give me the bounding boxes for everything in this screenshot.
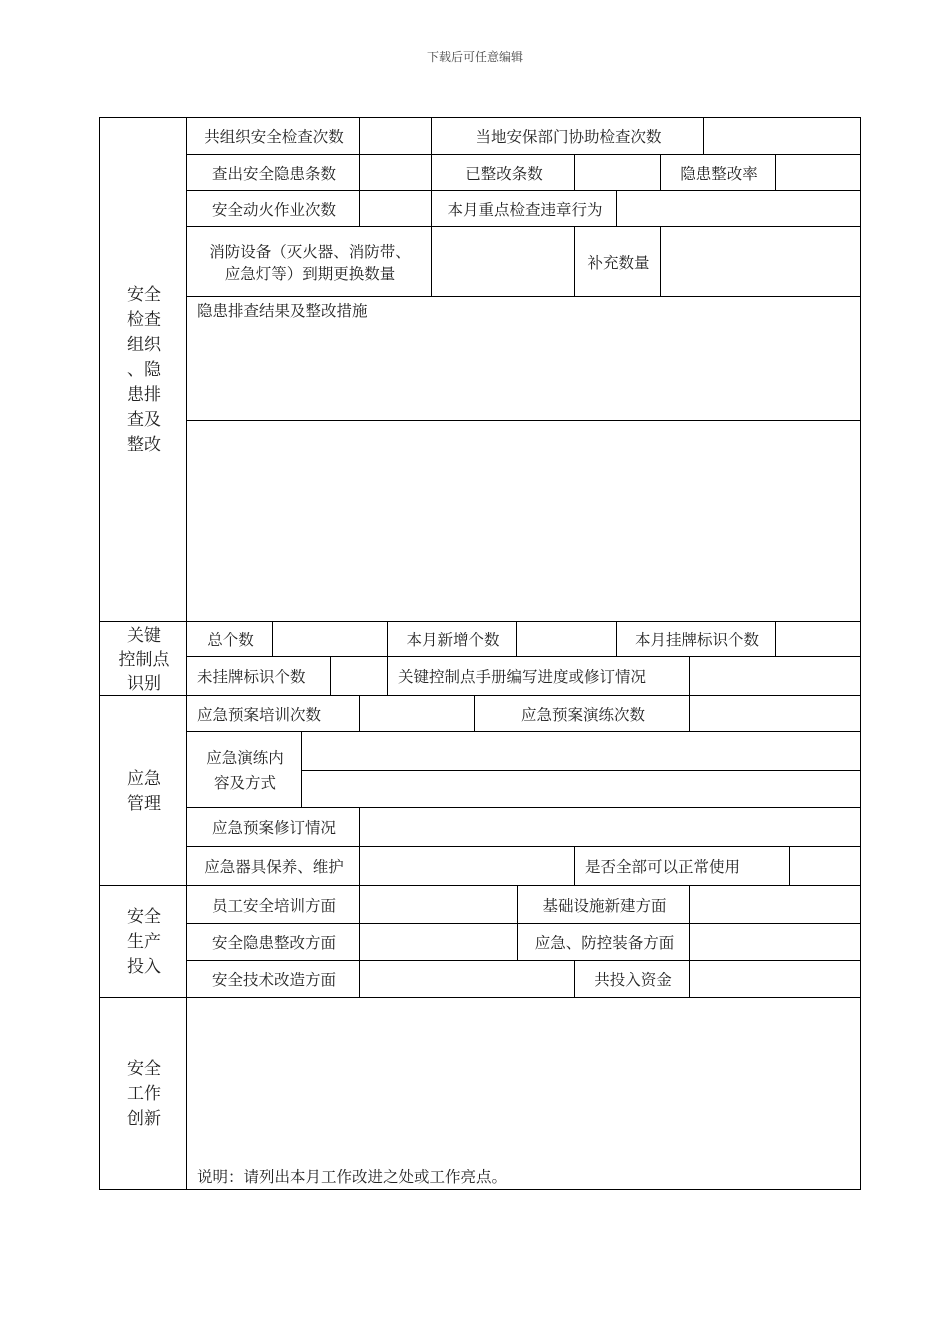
em-maintenance-value[interactable] bbox=[359, 846, 575, 886]
organized-checks-label: 共组织安全检查次数 bbox=[204, 128, 344, 146]
hot-work-value[interactable] bbox=[359, 190, 432, 227]
hazards-found-value[interactable] bbox=[359, 154, 432, 191]
download-watermark: 下载后可任意编辑 bbox=[426, 50, 523, 64]
inv-emergency-equipment-value[interactable] bbox=[689, 923, 861, 961]
kp-tagged-label: 本月挂牌标识个数 bbox=[634, 631, 759, 649]
em-revision-label: 应急预案修订情况 bbox=[211, 819, 336, 837]
inv-total-label: 共投入资金 bbox=[594, 971, 672, 989]
em-drill-content-label: 应急演练内 容及方式 bbox=[206, 748, 284, 792]
inv-hazard-value[interactable] bbox=[359, 923, 518, 961]
rectify-rate-value[interactable] bbox=[775, 154, 861, 191]
innovation-note: 说明：请列出本月工作改进之处或工作亮点。 bbox=[197, 1168, 508, 1186]
results-measures-label: 隐患排查结果及整改措施 bbox=[197, 302, 368, 320]
kp-total-label: 总个数 bbox=[207, 631, 254, 649]
inv-hazard-label: 安全隐患整改方面 bbox=[211, 934, 336, 952]
rectify-rate-label: 隐患整改率 bbox=[680, 164, 758, 183]
inv-infrastructure-value[interactable] bbox=[689, 885, 861, 924]
inv-total-value[interactable] bbox=[689, 960, 861, 998]
kp-total-value[interactable] bbox=[272, 621, 388, 657]
em-revision-value[interactable] bbox=[359, 807, 861, 847]
inv-infrastructure-label: 基础设施新建方面 bbox=[542, 896, 667, 915]
inv-staff-training-value[interactable] bbox=[359, 885, 518, 924]
key-violations-label: 本月重点检查违章行为 bbox=[447, 200, 603, 219]
key-violations-value[interactable] bbox=[616, 190, 861, 227]
section-title-key-points: 关键 控制点 识别 bbox=[118, 625, 170, 694]
kp-new-value[interactable] bbox=[516, 621, 617, 657]
inv-tech-label: 安全技术改造方面 bbox=[211, 971, 336, 989]
kp-untagged-label: 未挂牌标识个数 bbox=[197, 668, 306, 686]
em-drill-value[interactable] bbox=[689, 695, 861, 732]
em-drill-content-value-1[interactable] bbox=[301, 731, 861, 771]
supplement-value[interactable] bbox=[660, 226, 861, 297]
inv-tech-value[interactable] bbox=[359, 960, 575, 998]
local-dept-checks-label: 当地安保部门协助检查次数 bbox=[475, 128, 662, 146]
section-title-emergency: 应急 管理 bbox=[127, 768, 161, 814]
fire-equipment-label: 消防设备（灭火器、消防带、 应急灯等）到期更换数量 bbox=[209, 242, 411, 283]
kp-untagged-value[interactable] bbox=[330, 656, 388, 696]
em-drill-content-value-2[interactable] bbox=[301, 770, 861, 808]
rectified-value[interactable] bbox=[574, 154, 661, 191]
section-title-innovation: 安全 工作 创新 bbox=[127, 1059, 161, 1129]
hot-work-label: 安全动火作业次数 bbox=[211, 200, 336, 219]
inv-staff-training-label: 员工安全培训方面 bbox=[211, 896, 336, 915]
local-dept-checks-value[interactable] bbox=[703, 117, 861, 155]
section-title-safety-check: 安全 检查 组织 、隐 患排 查及 整改 bbox=[127, 285, 161, 455]
em-training-value[interactable] bbox=[359, 695, 475, 732]
kp-manual-value[interactable] bbox=[689, 656, 861, 696]
section-title-investment: 安全 生产 投入 bbox=[127, 907, 161, 977]
em-maintenance-label: 应急器具保养、维护 bbox=[204, 858, 344, 876]
hazards-found-label: 查出安全隐患条数 bbox=[211, 164, 336, 183]
em-training-label: 应急预案培训次数 bbox=[197, 705, 322, 724]
em-usable-label: 是否全部可以正常使用 bbox=[585, 858, 741, 876]
kp-tagged-value[interactable] bbox=[775, 621, 861, 657]
results-measures-area[interactable] bbox=[186, 420, 861, 622]
supplement-label: 补充数量 bbox=[587, 253, 650, 272]
kp-new-label: 本月新增个数 bbox=[406, 631, 500, 649]
em-drill-label: 应急预案演练次数 bbox=[520, 705, 645, 724]
kp-manual-label: 关键控制点手册编写进度或修订情况 bbox=[398, 668, 647, 686]
innovation-area[interactable] bbox=[186, 997, 861, 1190]
rectified-label: 已整改条数 bbox=[465, 164, 543, 183]
inv-emergency-equipment-label: 应急、防控装备方面 bbox=[534, 934, 675, 952]
em-usable-value[interactable] bbox=[789, 846, 861, 886]
fire-equipment-value[interactable] bbox=[431, 226, 575, 297]
organized-checks-value[interactable] bbox=[359, 117, 432, 155]
